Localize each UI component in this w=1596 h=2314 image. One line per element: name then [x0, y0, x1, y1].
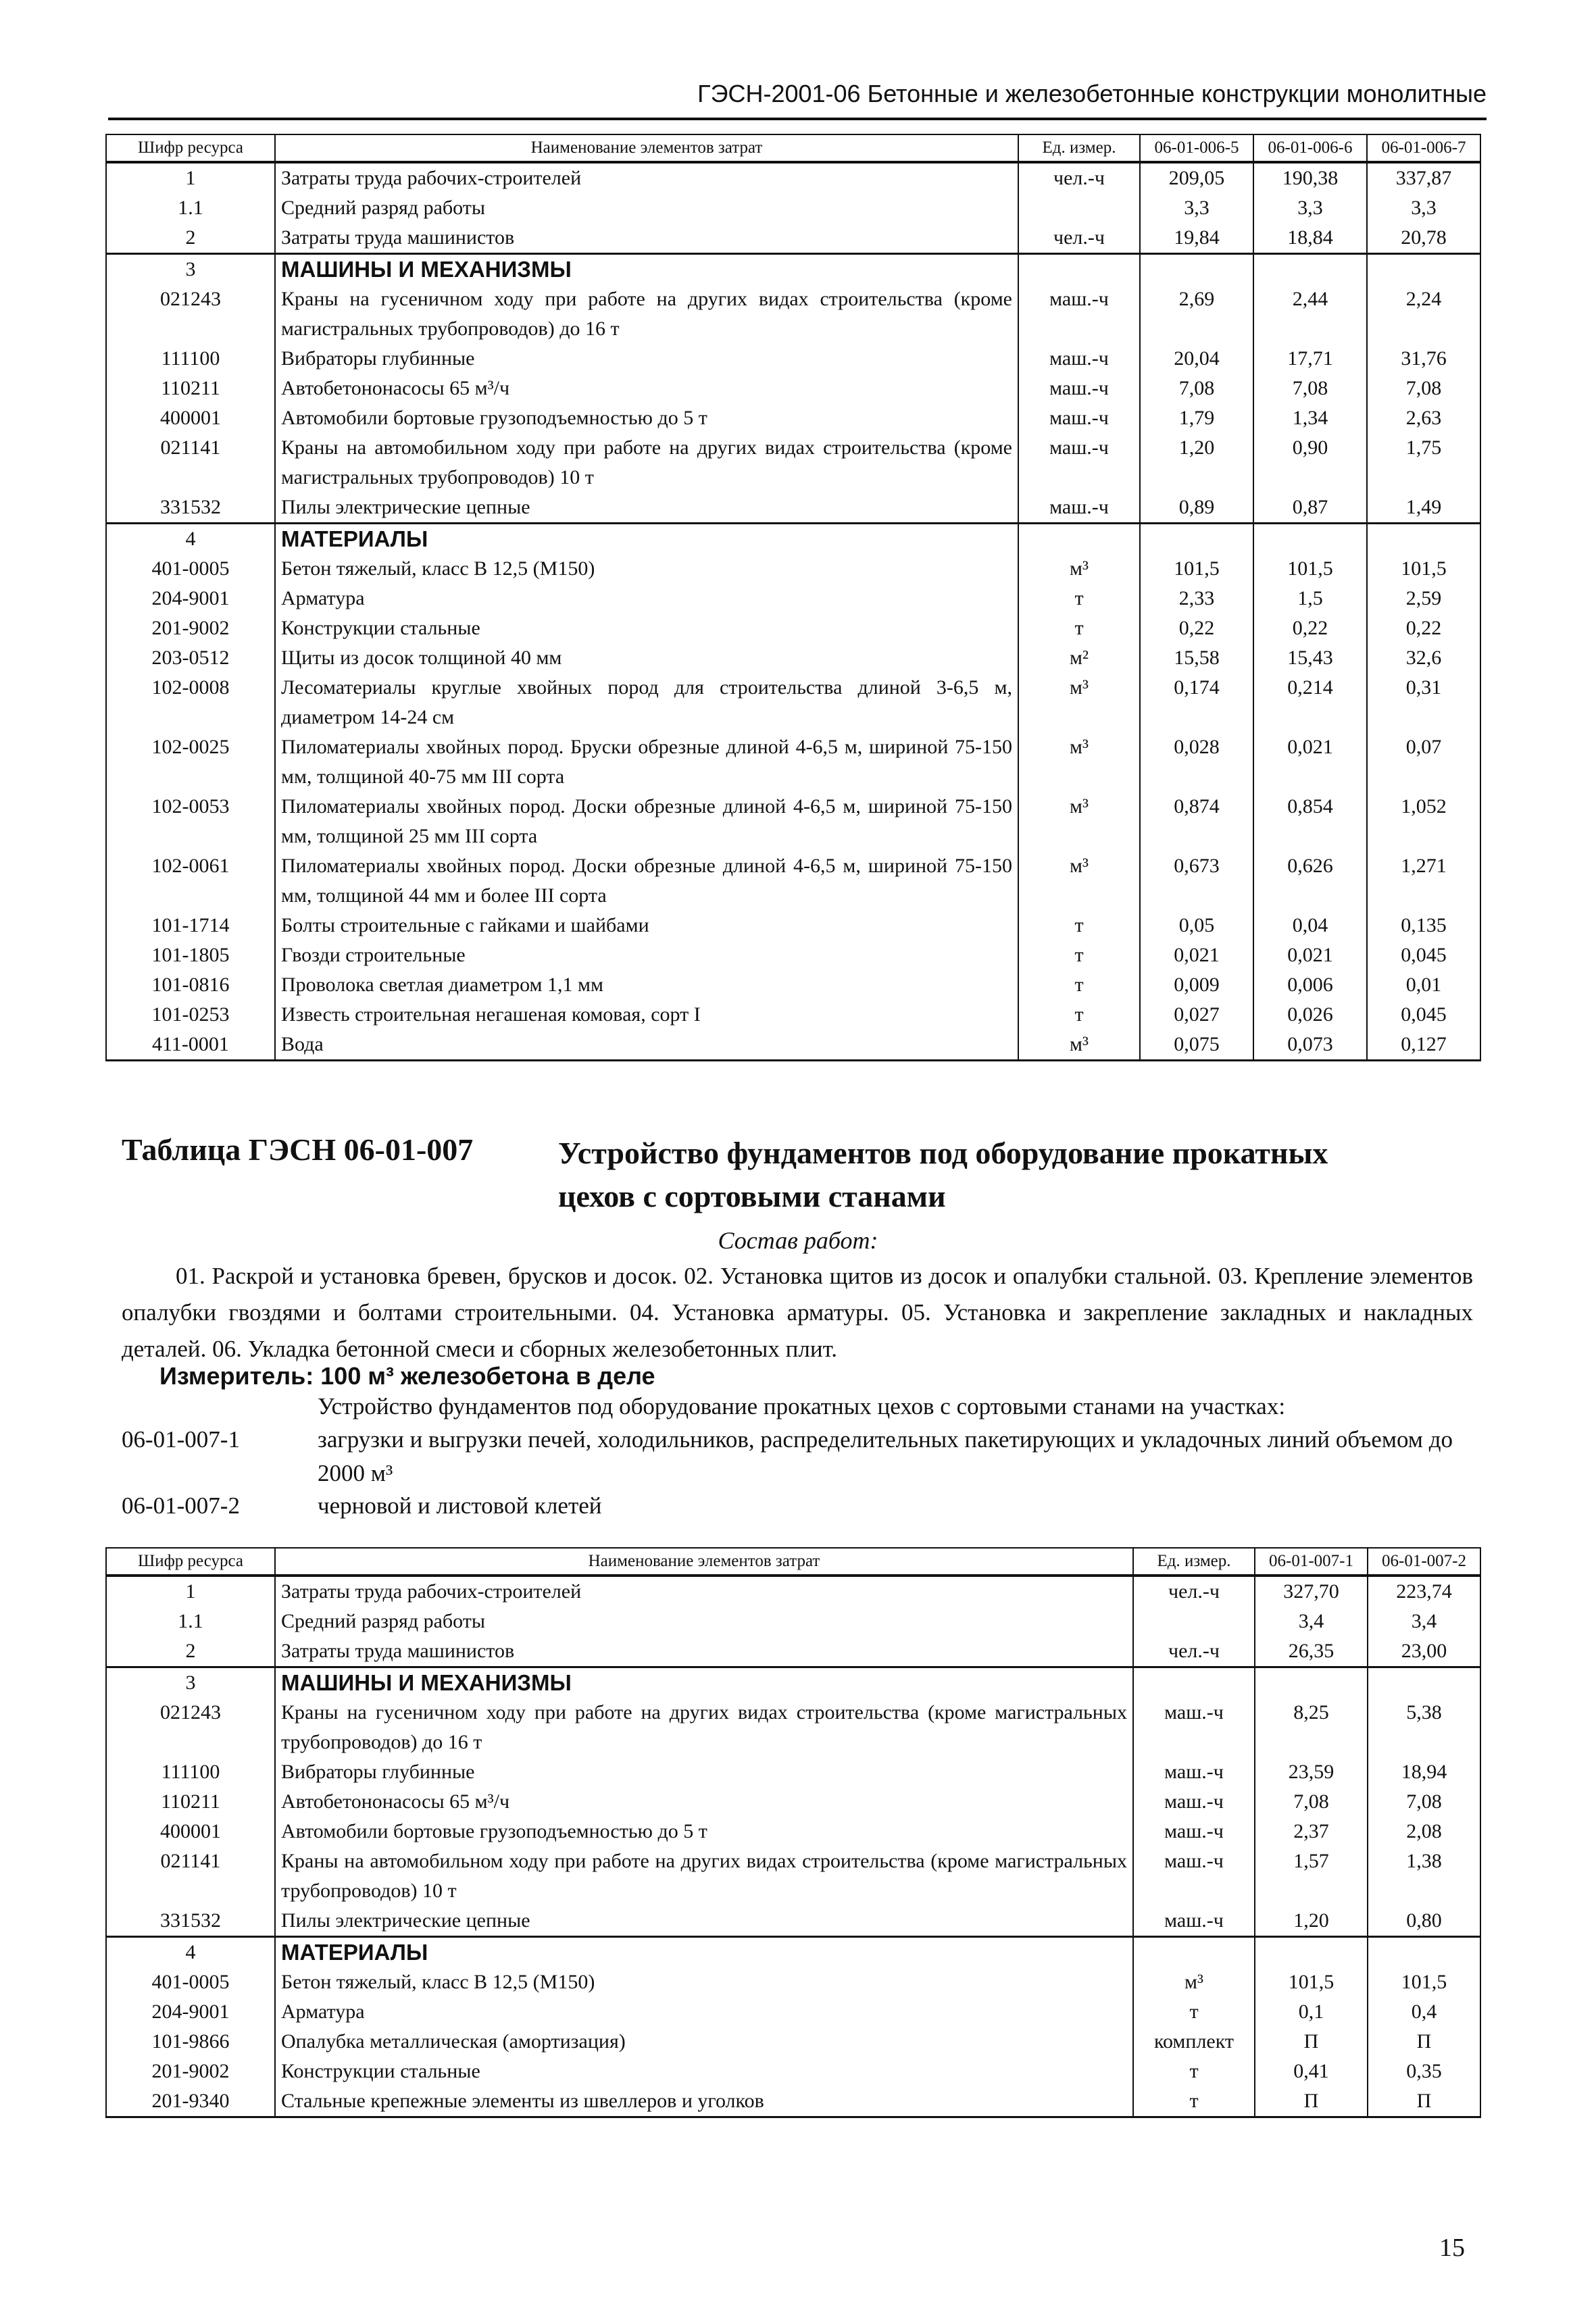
norm-value: [1140, 524, 1253, 555]
unit-of-measure: м³: [1018, 673, 1140, 732]
norm-value: 20,78: [1367, 223, 1480, 254]
table-row: [106, 1000, 1480, 1030]
table-row: [106, 1636, 1480, 1667]
norm-value: 3,3: [1367, 193, 1480, 223]
norm-value: 31,76: [1367, 344, 1480, 374]
norm-value: 3,4: [1255, 1607, 1368, 1636]
norm-value: 1,20: [1255, 1906, 1368, 1937]
cost-item-name: Проволока светлая диаметром 1,1 мм: [275, 970, 1018, 1000]
norm-value: 2,69: [1140, 284, 1253, 344]
resource-code: 400001: [106, 403, 275, 433]
norm-value: 0,021: [1253, 940, 1367, 970]
variant-description: черновой и листовой клетей: [318, 1492, 602, 1519]
table-row: [106, 223, 1480, 254]
unit-of-measure: т: [1018, 911, 1140, 940]
table-row: [106, 940, 1480, 970]
norm-value: 2,44: [1253, 284, 1367, 344]
resource-code: 021243: [106, 284, 275, 344]
table-row: [106, 284, 1480, 344]
header-rule: [108, 118, 1487, 120]
norm-value: 0,073: [1253, 1030, 1367, 1061]
norm-value: 0,89: [1140, 493, 1253, 524]
resource-code: 021141: [106, 433, 275, 493]
cost-item-name: Краны на гусеничном ходу при работе на других видах строительства (кроме магистральных трубопроводов) до 16 т: [275, 1698, 1133, 1757]
unit-of-measure: маш.-ч: [1133, 1906, 1255, 1937]
norm-value: 15,43: [1253, 643, 1367, 673]
resource-code: 101-1805: [106, 940, 275, 970]
col-header-unit: Ед. измер.: [1133, 1548, 1255, 1576]
norm-value: 0,045: [1367, 1000, 1480, 1030]
cost-item-name: Вода: [275, 1030, 1018, 1061]
table-row: [106, 970, 1480, 1000]
norm-value: 15,58: [1140, 643, 1253, 673]
norm-value: 0,214: [1253, 673, 1367, 732]
resource-code: 204-9001: [106, 584, 275, 613]
resource-code: 203-0512: [106, 643, 275, 673]
norm-value: 0,174: [1140, 673, 1253, 732]
table-title: Устройство фундаментов под оборудование прокатных цехов с сортовыми станами: [558, 1136, 1328, 1213]
col-header-norm: 06-01-006-5: [1140, 134, 1253, 162]
table-row: [106, 911, 1480, 940]
norm-value: 1,49: [1367, 493, 1480, 524]
unit-of-measure: [1133, 1607, 1255, 1636]
table-header-row: [106, 134, 1480, 162]
unit-of-measure: маш.-ч: [1018, 344, 1140, 374]
unit-of-measure: м²: [1018, 643, 1140, 673]
table-row: [106, 1906, 1480, 1937]
table-row: [106, 732, 1480, 792]
table-row: [106, 1757, 1480, 1787]
cost-item-name: Пиломатериалы хвойных пород. Бруски обрезные длиной 4-6,5 м, шириной 75-150 мм, толщиной 40-75 мм III сорта: [275, 732, 1018, 792]
resource-code: 401-0005: [106, 554, 275, 584]
norm-value: 0,80: [1368, 1906, 1480, 1937]
table-row: [106, 1030, 1480, 1061]
page-number: 15: [1439, 2234, 1465, 2262]
norm-value: 1,38: [1368, 1846, 1480, 1906]
unit-of-measure: т: [1133, 2057, 1255, 2086]
norm-value: П: [1368, 2027, 1480, 2057]
resource-code: 102-0061: [106, 851, 275, 911]
cost-item-name: Средний разряд работы: [275, 1607, 1133, 1636]
norm-value: 101,5: [1140, 554, 1253, 584]
unit-of-measure: т: [1018, 613, 1140, 643]
unit-of-measure: м³: [1018, 732, 1140, 792]
cost-item-name: Бетон тяжелый, класс В 12,5 (М150): [275, 554, 1018, 584]
cost-item-name: Опалубка металлическая (амортизация): [275, 2027, 1133, 2057]
table-row: [106, 584, 1480, 613]
resource-code: 101-1714: [106, 911, 275, 940]
unit-of-measure: чел.-ч: [1133, 1636, 1255, 1667]
cost-item-name: Затраты труда рабочих-строителей: [275, 162, 1018, 193]
unit-of-measure: маш.-ч: [1133, 1817, 1255, 1846]
section-title: МАШИНЫ И МЕХАНИЗМЫ: [275, 1667, 1133, 1699]
resource-code: 201-9340: [106, 2086, 275, 2117]
table-row: [106, 851, 1480, 911]
norm-value: 2,24: [1367, 284, 1480, 344]
norm-value: [1253, 254, 1367, 285]
norm-value: [1255, 1667, 1368, 1699]
table-row: [106, 162, 1480, 193]
header-title: ГЭСН-2001-06 Бетонные и железобетонные конструкции монолитные: [697, 80, 1487, 107]
work-composition-text: 01. Раскрой и установка бревен, брусков и досок. 02. Установка щитов из досок и опалубки стальной. 03. Крепление элементов опалубки гвоздями и болтами строительными. 04. Установка арматуры. 05. Установка и закрепление закладных и накладных деталей. 06. Укладка бетонной смеси и сборных железобетонных плит.: [122, 1263, 1473, 1362]
cost-item-name: Автобетононасосы 65 м³/ч: [275, 374, 1018, 403]
resource-code: 2: [106, 223, 275, 254]
norm-value: [1140, 254, 1253, 285]
unit-of-measure: маш.-ч: [1018, 284, 1140, 344]
running-header: [108, 80, 1487, 120]
resource-code: 102-0025: [106, 732, 275, 792]
resource-code: 110211: [106, 1787, 275, 1817]
norm-value: 337,87: [1367, 162, 1480, 193]
col-header-code: Шифр ресурса: [106, 134, 275, 162]
table-header-row: [106, 1548, 1480, 1576]
table-row: [106, 673, 1480, 732]
cost-item-name: Затраты труда машинистов: [275, 1636, 1133, 1667]
resource-code: 101-0253: [106, 1000, 275, 1030]
table-row: [106, 1607, 1480, 1636]
unit-of-measure: [1133, 1667, 1255, 1699]
norm-value: 0,673: [1140, 851, 1253, 911]
norm-value: 0,04: [1253, 911, 1367, 940]
resource-code: 201-9002: [106, 2057, 275, 2086]
resource-code: 331532: [106, 1906, 275, 1937]
resource-code: 111100: [106, 1757, 275, 1787]
cost-item-name: Гвозди строительные: [275, 940, 1018, 970]
cost-item-name: Щиты из досок толщиной 40 мм: [275, 643, 1018, 673]
section-title: МАТЕРИАЛЫ: [275, 1937, 1133, 1968]
norm-value: 5,38: [1368, 1698, 1480, 1757]
cost-item-name: Пиломатериалы хвойных пород. Доски обрезные длиной 4-6,5 м, шириной 75-150 мм, толщиной 25 мм III сорта: [275, 792, 1018, 851]
norm-value: 2,37: [1255, 1817, 1368, 1846]
norm-value: 0,87: [1253, 493, 1367, 524]
table-row: [106, 2057, 1480, 2086]
table-row: [106, 1967, 1480, 1997]
norm-value: 0,35: [1368, 2057, 1480, 2086]
resource-code: 1.1: [106, 193, 275, 223]
norm-value: 23,00: [1368, 1636, 1480, 1667]
norm-value: 1,57: [1255, 1846, 1368, 1906]
cost-item-name: Автобетононасосы 65 м³/ч: [275, 1787, 1133, 1817]
table-row: [106, 433, 1480, 493]
table-row: [106, 1667, 1480, 1699]
variant-code: 06-01-007-2: [122, 1492, 240, 1519]
norm-value: 1,271: [1367, 851, 1480, 911]
resource-code: 3: [106, 254, 275, 285]
norm-value: 0,027: [1140, 1000, 1253, 1030]
norm-value: 2,63: [1367, 403, 1480, 433]
norm-value: 0,31: [1367, 673, 1480, 732]
unit-of-measure: маш.-ч: [1018, 493, 1140, 524]
cost-item-name: Лесоматериалы круглые хвойных пород для строительства длиной 3-6,5 м, диаметром 14-24 см: [275, 673, 1018, 732]
unit-of-measure: маш.-ч: [1133, 1787, 1255, 1817]
table-row: [106, 1576, 1480, 1607]
norm-value: 1,052: [1367, 792, 1480, 851]
unit-of-measure: т: [1018, 1000, 1140, 1030]
cost-item-name: Краны на автомобильном ходу при работе на других видах строительства (кроме магистральных трубопроводов) 10 т: [275, 433, 1018, 493]
table-caption: Таблица ГЭСН 06-01-007: [122, 1132, 474, 1167]
norm-value: 1,20: [1140, 433, 1253, 493]
table-row: [106, 1698, 1480, 1757]
table-row: [106, 613, 1480, 643]
col-header-norm: 06-01-006-7: [1367, 134, 1480, 162]
cost-item-name: Краны на автомобильном ходу при работе на других видах строительства (кроме магистральных трубопроводов) 10 т: [275, 1846, 1133, 1906]
norm-value: [1367, 524, 1480, 555]
table-row: [106, 643, 1480, 673]
unit-of-measure: м³: [1133, 1967, 1255, 1997]
norm-value: 17,71: [1253, 344, 1367, 374]
cost-item-name: Вибраторы глубинные: [275, 1757, 1133, 1787]
norm-value: 0,028: [1140, 732, 1253, 792]
norm-value: 0,021: [1140, 940, 1253, 970]
norm-value: П: [1368, 2086, 1480, 2117]
cost-item-name: Автомобили бортовые грузоподъемностью до 5 т: [275, 1817, 1133, 1846]
table-row: [106, 524, 1480, 555]
col-header-unit: Ед. измер.: [1018, 134, 1140, 162]
unit-of-measure: [1018, 193, 1140, 223]
norm-value: 7,08: [1140, 374, 1253, 403]
norm-value: [1255, 1937, 1368, 1968]
col-header-norm: 06-01-007-2: [1368, 1548, 1480, 1576]
cost-item-name: Краны на гусеничном ходу при работе на других видах строительства (кроме магистральных трубопроводов) до 16 т: [275, 284, 1018, 344]
variant-code: 06-01-007-1: [122, 1426, 240, 1453]
table-row: [106, 1817, 1480, 1846]
norm-value: [1253, 524, 1367, 555]
variant-description: загрузки и выгрузки печей, холодильников, распределительных пакетирующих и укладочных линий объемом до 2000 м³: [318, 1426, 1453, 1486]
table-row: [106, 344, 1480, 374]
norm-value: 0,22: [1367, 613, 1480, 643]
norm-value: 101,5: [1368, 1967, 1480, 1997]
col-header-name: Наименование элементов затрат: [275, 1548, 1133, 1576]
table-row: [106, 254, 1480, 285]
cost-item-name: Пилы электрические цепные: [275, 493, 1018, 524]
norm-value: 0,854: [1253, 792, 1367, 851]
cost-item-name: Стальные крепежные элементы из швеллеров и уголков: [275, 2086, 1133, 2117]
norm-value: [1368, 1937, 1480, 1968]
table-row: [106, 1937, 1480, 1968]
resource-code: 201-9002: [106, 613, 275, 643]
norm-value: 0,01: [1367, 970, 1480, 1000]
norm-value: 3,3: [1253, 193, 1367, 223]
norm-value: 0,127: [1367, 1030, 1480, 1061]
col-header-name: Наименование элементов затрат: [275, 134, 1018, 162]
norm-value: 0,075: [1140, 1030, 1253, 1061]
resource-code: 101-9866: [106, 2027, 275, 2057]
norm-value: 18,84: [1253, 223, 1367, 254]
resource-code: 110211: [106, 374, 275, 403]
norm-value: 0,045: [1367, 940, 1480, 970]
norm-value: 7,08: [1253, 374, 1367, 403]
measure-unit: Измеритель: 100 м³ железобетона в деле: [159, 1362, 655, 1390]
norm-value: 327,70: [1255, 1576, 1368, 1607]
norm-value: 3,3: [1140, 193, 1253, 223]
unit-of-measure: чел.-ч: [1018, 223, 1140, 254]
norm-value: 20,04: [1140, 344, 1253, 374]
norm-value: 32,6: [1367, 643, 1480, 673]
resource-table-006: [105, 134, 1481, 1061]
norm-value: [1367, 254, 1480, 285]
norm-value: 0,026: [1253, 1000, 1367, 1030]
norm-value: 0,135: [1367, 911, 1480, 940]
resource-code: 4: [106, 1937, 275, 1968]
norm-value: 7,08: [1255, 1787, 1368, 1817]
norm-value: 18,94: [1368, 1757, 1480, 1787]
norm-value: 0,626: [1253, 851, 1367, 911]
norm-value: П: [1255, 2027, 1368, 2057]
norm-value: 0,006: [1253, 970, 1367, 1000]
work-composition-heading: Состав работ:: [718, 1227, 878, 1254]
cost-item-name: Арматура: [275, 584, 1018, 613]
norm-value: [1368, 1667, 1480, 1699]
resource-code: 1.1: [106, 1607, 275, 1636]
variant-item: [122, 1423, 1473, 1490]
col-header-norm: 06-01-007-1: [1255, 1548, 1368, 1576]
resource-table-007: [105, 1547, 1481, 2118]
table-row: [106, 193, 1480, 223]
resource-code: 400001: [106, 1817, 275, 1846]
cost-item-name: Автомобили бортовые грузоподъемностью до 5 т: [275, 403, 1018, 433]
norm-value: 2,33: [1140, 584, 1253, 613]
cost-item-name: Пиломатериалы хвойных пород. Доски обрезные длиной 4-6,5 м, шириной 75-150 мм, толщиной 44 мм и более III сорта: [275, 851, 1018, 911]
norm-value: 0,41: [1255, 2057, 1368, 2086]
cost-item-name: Конструкции стальные: [275, 2057, 1133, 2086]
resource-code: 021141: [106, 1846, 275, 1906]
resource-code: 3: [106, 1667, 275, 1699]
table-row: [106, 374, 1480, 403]
table-row: [106, 1787, 1480, 1817]
norm-value: 1,79: [1140, 403, 1253, 433]
table-row: [106, 2086, 1480, 2117]
norm-value: 0,05: [1140, 911, 1253, 940]
cost-item-name: Затраты труда рабочих-строителей: [275, 1576, 1133, 1607]
norm-value: 0,22: [1253, 613, 1367, 643]
resource-code: 2: [106, 1636, 275, 1667]
cost-item-name: Бетон тяжелый, класс В 12,5 (М150): [275, 1967, 1133, 1997]
table-row: [106, 1997, 1480, 2027]
norm-value: 26,35: [1255, 1636, 1368, 1667]
resource-code: 102-0053: [106, 792, 275, 851]
norm-value: 101,5: [1253, 554, 1367, 584]
norm-value: 190,38: [1253, 162, 1367, 193]
unit-of-measure: м³: [1018, 792, 1140, 851]
norm-value: 0,874: [1140, 792, 1253, 851]
norm-value: 2,59: [1367, 584, 1480, 613]
norm-value: 0,021: [1253, 732, 1367, 792]
resource-code: 401-0005: [106, 1967, 275, 1997]
norm-value: 101,5: [1255, 1967, 1368, 1997]
cost-item-name: Средний разряд работы: [275, 193, 1018, 223]
norm-value: 0,009: [1140, 970, 1253, 1000]
unit-of-measure: маш.-ч: [1018, 403, 1140, 433]
norm-value: 1,5: [1253, 584, 1367, 613]
norm-value: 3,4: [1368, 1607, 1480, 1636]
norm-value: 1,34: [1253, 403, 1367, 433]
norm-value: 0,07: [1367, 732, 1480, 792]
norm-value: П: [1255, 2086, 1368, 2117]
unit-of-measure: маш.-ч: [1018, 374, 1140, 403]
unit-of-measure: [1133, 1937, 1255, 1968]
norm-value: 8,25: [1255, 1698, 1368, 1757]
col-header-code: Шифр ресурса: [106, 1548, 275, 1576]
unit-of-measure: м³: [1018, 851, 1140, 911]
cost-item-name: Известь строительная негашеная комовая, сорт I: [275, 1000, 1018, 1030]
resource-code: 204-9001: [106, 1997, 275, 2027]
cost-item-name: Затраты труда машинистов: [275, 223, 1018, 254]
norm-value: 23,59: [1255, 1757, 1368, 1787]
norm-value: 0,22: [1140, 613, 1253, 643]
unit-of-measure: маш.-ч: [1133, 1846, 1255, 1906]
norm-value: 0,4: [1368, 1997, 1480, 2027]
cost-item-name: Вибраторы глубинные: [275, 344, 1018, 374]
unit-of-measure: т: [1133, 1997, 1255, 2027]
unit-of-measure: маш.-ч: [1133, 1757, 1255, 1787]
unit-of-measure: м³: [1018, 554, 1140, 584]
unit-of-measure: маш.-ч: [1018, 433, 1140, 493]
col-header-norm: 06-01-006-6: [1253, 134, 1367, 162]
cost-item-name: Болты строительные с гайками и шайбами: [275, 911, 1018, 940]
table-row: [106, 792, 1480, 851]
unit-of-measure: чел.-ч: [1018, 162, 1140, 193]
norm-value: 7,08: [1368, 1787, 1480, 1817]
section-title: МАШИНЫ И МЕХАНИЗМЫ: [275, 254, 1018, 285]
norm-value: 209,05: [1140, 162, 1253, 193]
unit-of-measure: [1018, 524, 1140, 555]
unit-of-measure: т: [1018, 970, 1140, 1000]
norm-value: 2,08: [1368, 1817, 1480, 1846]
unit-of-measure: т: [1018, 940, 1140, 970]
variant-item: [122, 1489, 1473, 1523]
table-row: [106, 493, 1480, 524]
resource-code: 1: [106, 162, 275, 193]
norm-value: 19,84: [1140, 223, 1253, 254]
cost-item-name: Пилы электрические цепные: [275, 1906, 1133, 1937]
variants-intro: Устройство фундаментов под оборудование прокатных цехов с сортовыми станами на участках:: [318, 1393, 1286, 1419]
unit-of-measure: чел.-ч: [1133, 1576, 1255, 1607]
unit-of-measure: м³: [1018, 1030, 1140, 1061]
resource-code: 102-0008: [106, 673, 275, 732]
cost-item-name: Конструкции стальные: [275, 613, 1018, 643]
table-row: [106, 1846, 1480, 1906]
norm-value: 1,75: [1367, 433, 1480, 493]
resource-code: 101-0816: [106, 970, 275, 1000]
unit-of-measure: маш.-ч: [1133, 1698, 1255, 1757]
norm-value: 0,90: [1253, 433, 1367, 493]
unit-of-measure: т: [1133, 2086, 1255, 2117]
cost-item-name: Арматура: [275, 1997, 1133, 2027]
resource-code: 331532: [106, 493, 275, 524]
table-row: [106, 554, 1480, 584]
resource-code: 411-0001: [106, 1030, 275, 1061]
resource-code: 4: [106, 524, 275, 555]
table-row: [106, 403, 1480, 433]
resource-code: 111100: [106, 344, 275, 374]
resource-code: 1: [106, 1576, 275, 1607]
norm-value: 101,5: [1367, 554, 1480, 584]
norm-value: 7,08: [1367, 374, 1480, 403]
table-row: [106, 2027, 1480, 2057]
section-title: МАТЕРИАЛЫ: [275, 524, 1018, 555]
norm-value: 0,1: [1255, 1997, 1368, 2027]
resource-code: 021243: [106, 1698, 275, 1757]
norm-value: 223,74: [1368, 1576, 1480, 1607]
unit-of-measure: т: [1018, 584, 1140, 613]
unit-of-measure: комплект: [1133, 2027, 1255, 2057]
unit-of-measure: [1018, 254, 1140, 285]
